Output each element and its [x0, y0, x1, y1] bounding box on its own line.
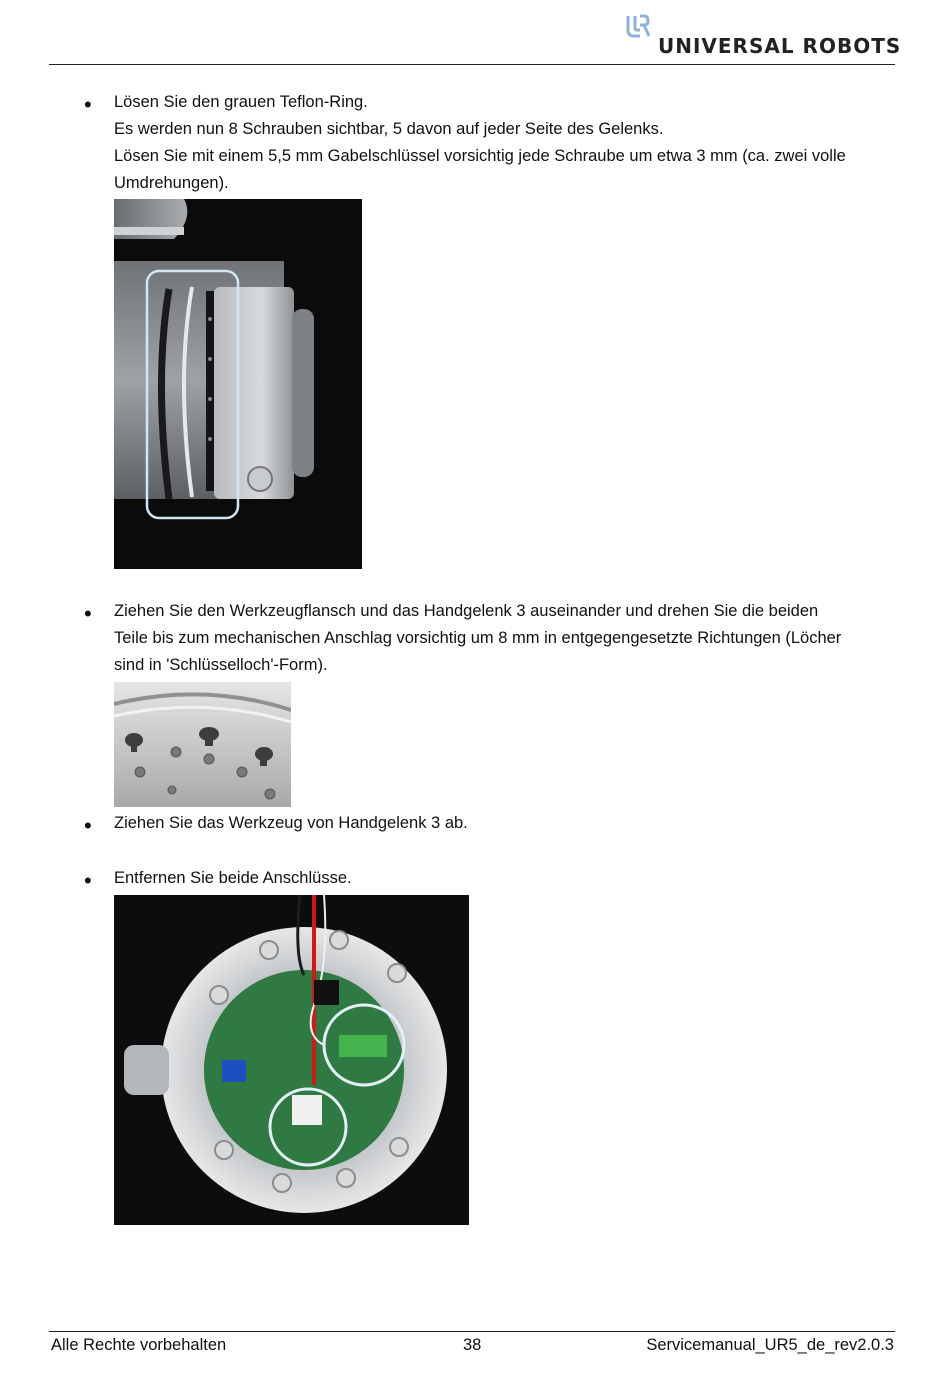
step-1-line-1: Lösen Sie den grauen Teflon-Ring.: [114, 93, 368, 111]
step-2-line-1: Ziehen Sie den Werkzeugflansch und das Handgelenk 3 auseinander und drehen Sie die beiden: [114, 602, 819, 620]
step-2-text: [114, 598, 904, 679]
step-2-line-3: sind in 'Schlüsselloch'-Form).: [114, 656, 328, 674]
step-1-line-4: Umdrehungen).: [114, 174, 229, 192]
step-4-line-1: Entfernen Sie beide Anschlüsse.: [114, 869, 352, 887]
step-3-line-1: Ziehen Sie das Werkzeug von Handgelenk 3 ab.: [114, 814, 468, 832]
footer-document-id: Servicemanual_UR5_de_rev2.0.3: [646, 1336, 894, 1354]
photo-teflon-ring: [114, 199, 362, 569]
page-number: 38: [463, 1336, 482, 1354]
bullet-icon: •: [84, 92, 92, 117]
step-1-line-3: Lösen Sie mit einem 5,5 mm Gabelschlüssel vorsichtig jede Schraube um etwa 3 mm (ca. zwei volle: [114, 147, 846, 165]
photo-keyhole-flange: [114, 682, 291, 807]
bullet-icon: •: [84, 813, 92, 838]
step-1-text: [114, 89, 904, 197]
step-2-line-2: Teile bis zum mechanischen Anschlag vorsichtig um 8 mm in entgegengesetzte Richtungen (Löcher: [114, 629, 842, 647]
footer-rights: Alle Rechte vorbehalten: [51, 1336, 227, 1354]
ur-logo-icon: [626, 14, 650, 40]
header-rule: [49, 64, 895, 65]
photo-connectors-pcb: [114, 895, 469, 1225]
bullet-icon: •: [84, 601, 92, 626]
logo-wordmark: UNIVERSAL ROBOTS: [658, 34, 902, 58]
step-3-text: [114, 810, 904, 837]
footer-rule: [49, 1331, 895, 1332]
step-1-line-2: Es werden nun 8 Schrauben sichtbar, 5 davon auf jeder Seite des Gelenks.: [114, 120, 664, 138]
step-4-text: [114, 865, 904, 892]
header-logo: [626, 14, 902, 62]
bullet-icon: •: [84, 868, 92, 893]
